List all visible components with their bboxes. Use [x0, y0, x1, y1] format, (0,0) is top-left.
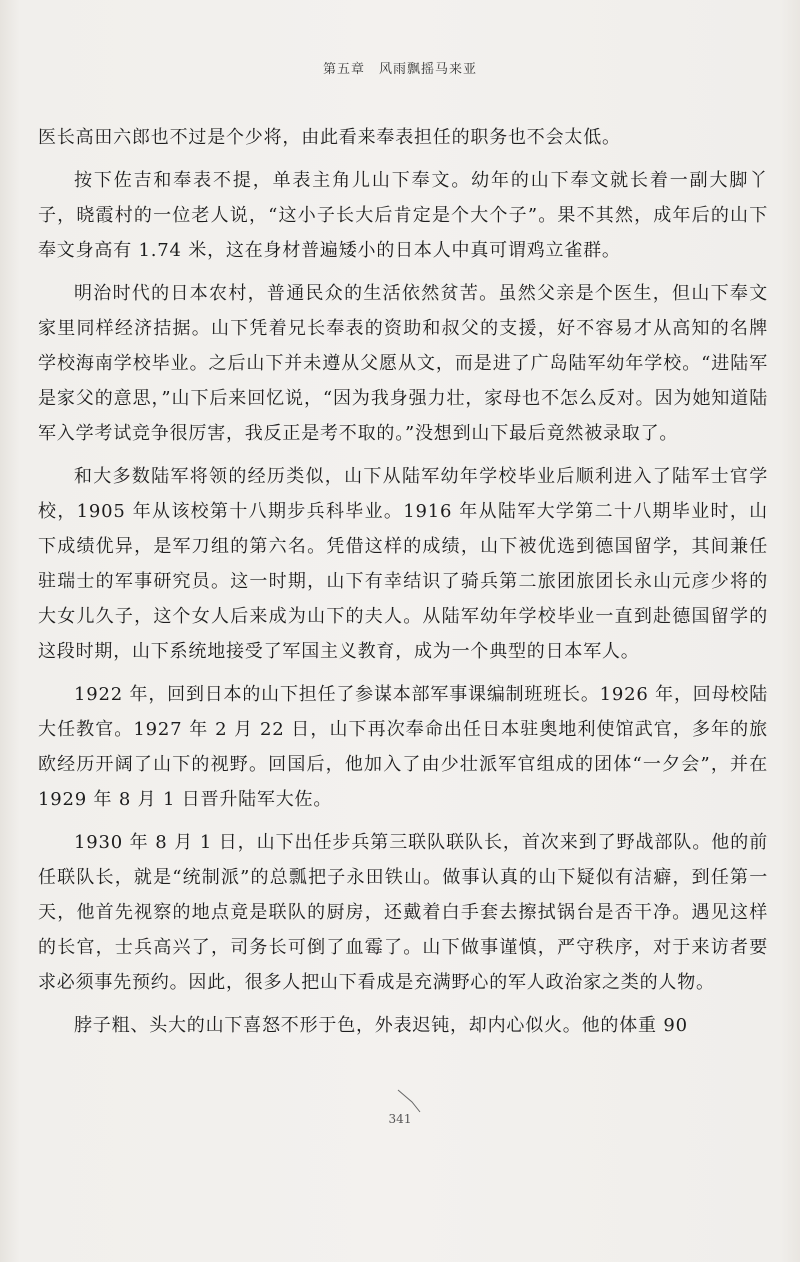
chapter-number: 第五章: [322, 62, 365, 77]
running-header: [0, 58, 800, 77]
paragraph: 按下佐吉和奉表不提，单表主角儿山下奉文。幼年的山下奉文就长着一副大脚丫子，晓霞村的一位老人说，“这小子长大后肯定是个大个子”。果不其然，成年后的山下奉文身高有 1.74 米，这在身材普遍矮小的日本人中真可谓鸡立雀群。: [38, 170, 768, 261]
paragraph: 1922 年，回到日本的山下担任了参谋本部军事课编制班班长。1926 年，回母校陆大任教官。1927 年 2 月 22 日，山下再次奉命出任日本驻奥地利使馆武官，多年的旅欧经历开阔了山下的视野。回国后，他加入了由少壮派军官组成的团体“一夕会”，并在 1929 年 8 月 1 日晋升陆军大佐。: [38, 684, 768, 810]
paragraph: 1930 年 8 月 1 日，山下出任步兵第三联队联队长，首次来到了野战部队。他的前任联队长，就是“统制派”的总瓢把子永田铁山。做事认真的山下疑似有洁癖，到任第一天，他首先视察的地点竟是联队的厨房，还戴着白手套去擦拭锅台是否干净。遇见这样的长官，士兵高兴了，司务长可倒了血霉了。山下做事谨慎，严守秩序，对于来访者要求必须事先预约。因此，很多人把山下看成是充满野心的军人政治家之类的人物。: [38, 832, 768, 993]
pen-stroke: [398, 1090, 420, 1112]
paragraph: 脖子粗、头大的山下喜怒不形于色，外表迟钝，却内心似火。他的体重 90: [74, 1015, 688, 1036]
chapter-title: 风雨飘摇马来亚: [379, 62, 478, 77]
paragraph: 医长高田六郎也不过是个少将，由此看来奉表担任的职务也不会太低。: [38, 127, 621, 148]
page-number: 341: [388, 1112, 412, 1126]
paragraph: 和大多数陆军将领的经历类似，山下从陆军幼年学校毕业后顺利进入了陆军士官学校，1905 年从该校第十八期步兵科毕业。1916 年从陆军大学第二十八期毕业时，山下成绩优异，是军刀组的第六名。凭借这样的成绩，山下被优选到德国留学，其间兼任驻瑞士的军事研究员。这一时期，山下有幸结识了骑兵第二旅团旅团长永山元彦少将的大女儿久子，这个女人后来成为山下的夫人。从陆军幼年学校毕业一直到赴德国留学的这段时期，山下系统地接受了军国主义教育，成为一个典型的日本军人。: [38, 466, 768, 662]
paragraph: 明治时代的日本农村，普通民众的生活依然贫苦。虽然父亲是个医生，但山下奉文家里同样经济拮据。山下凭着兄长奉表的资助和叔父的支援，好不容易才从高知的名牌学校海南学校毕业。之后山下并未遵从父愿从文，而是进了广岛陆军幼年学校。“进陆军是家父的意思，”山下后来回忆说，“因为我身强力壮，家母也不怎么反对。因为她知道陆军入学考试竞争很厉害，我反正是考不取的。”没想到山下最后竟然被录取了。: [38, 283, 768, 444]
body-text: [38, 120, 768, 1051]
